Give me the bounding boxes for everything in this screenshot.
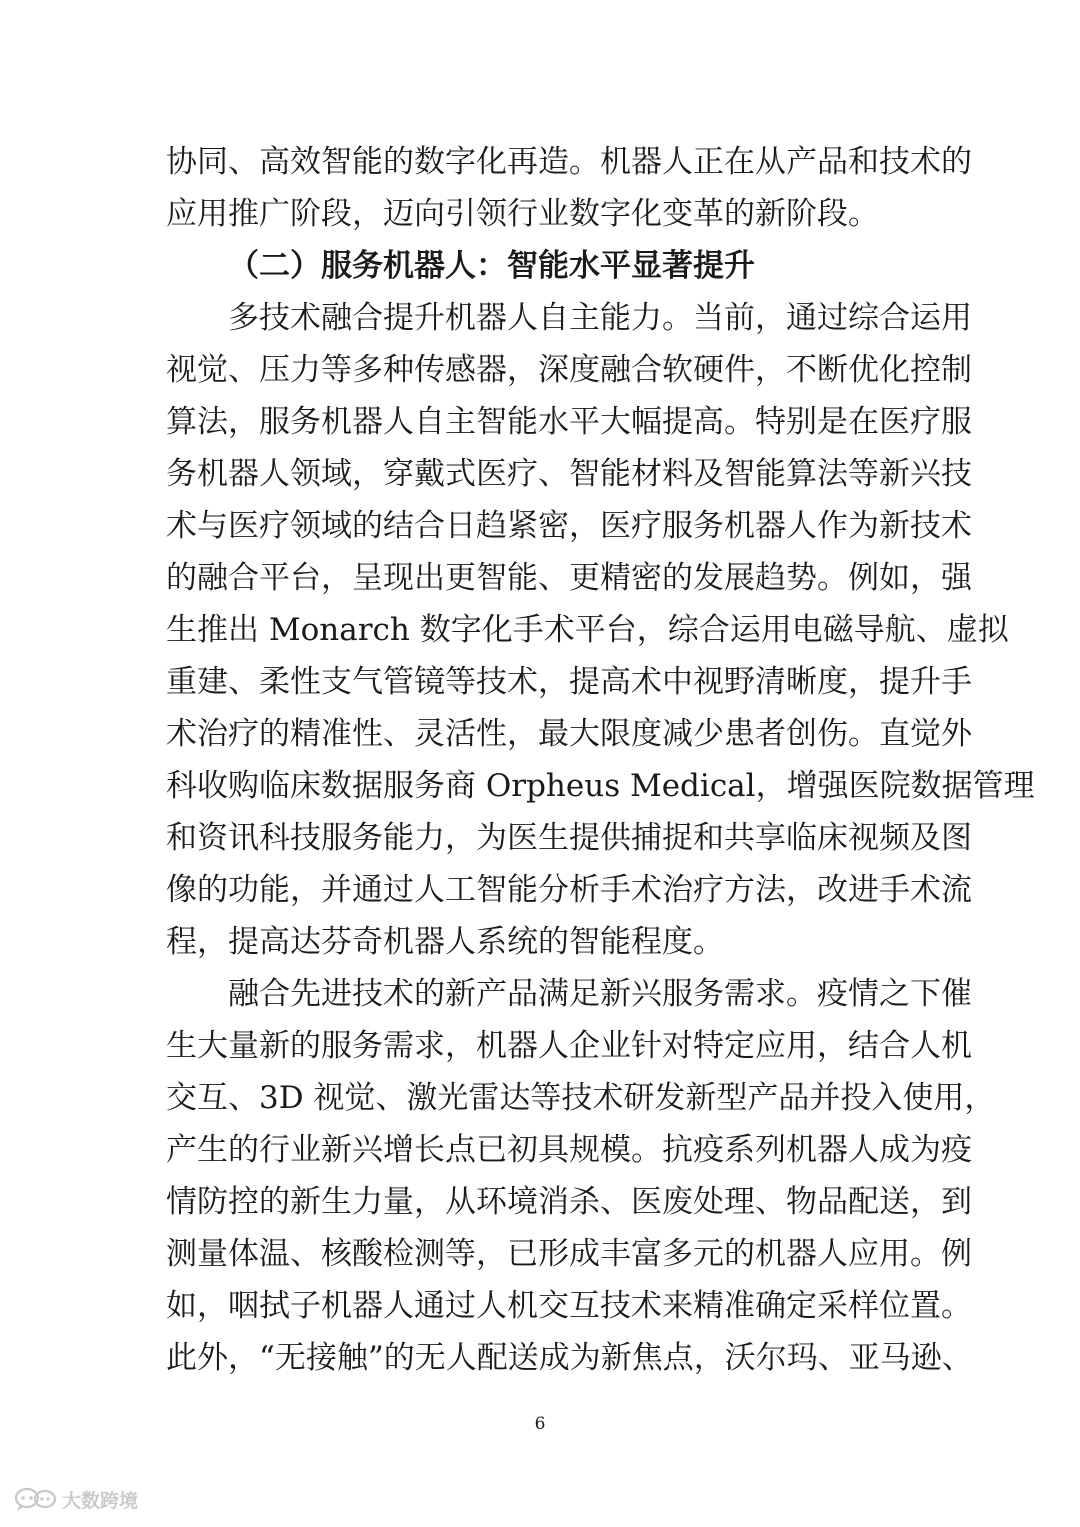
- paragraph-lead-line: 多技术融合提升机器人自主能力。当前，通过综合运用: [228, 300, 972, 336]
- text-line: 生推出 Monarch 数字化手术平台，综合运用电磁导航、虚拟: [166, 612, 1009, 648]
- paragraph-lead-line: 融合先进技术的新产品满足新兴服务需求。疫情之下催: [228, 976, 972, 1012]
- text-line: 算法，服务机器人自主智能水平大幅提高。特别是在医疗服: [166, 404, 972, 440]
- text-line: 和资讯科技服务能力，为医生提供捕捉和共享临床视频及图: [166, 820, 972, 856]
- text-line: 重建、柔性支气管镜等技术，提高术中视野清晰度，提升手: [166, 664, 972, 700]
- text-line: 如，咽拭子机器人通过人机交互技术来精准确定采样位置。: [166, 1288, 972, 1324]
- text-line: 产生的行业新兴增长点已初具规模。抗疫系列机器人成为疫: [166, 1132, 972, 1168]
- text-line: 协同、高效智能的数字化再造。机器人正在从产品和技术的: [166, 144, 972, 180]
- chat-bubble-logo-icon: [14, 1486, 58, 1512]
- text-line: 应用推广阶段，迈向引领行业数字化变革的新阶段。: [166, 196, 879, 232]
- text-line: 务机器人领域，穿戴式医疗、智能材料及智能算法等新兴技: [166, 456, 972, 492]
- text-line: 情防控的新生力量，从环境消杀、医废处理、物品配送，到: [166, 1184, 972, 1220]
- text-line: 生大量新的服务需求，机器人企业针对特定应用，结合人机: [166, 1028, 972, 1064]
- text-line: 科收购临床数据服务商 Orpheus Medical，增强医院数据管理: [166, 768, 1035, 804]
- text-line: 术与医疗领域的结合日趋紧密，医疗服务机器人作为新技术: [166, 508, 972, 544]
- text-line: 程，提高达芬奇机器人系统的智能程度。: [166, 924, 724, 960]
- text-line: 像的功能，并通过人工智能分析手术治疗方法，改进手术流: [166, 872, 972, 908]
- section-heading: （二）服务机器人：智能水平显著提升: [228, 248, 755, 284]
- watermark: [14, 1484, 138, 1514]
- text-line: 视觉、压力等多种传感器，深度融合软硬件，不断优化控制: [166, 352, 972, 388]
- text-line: 的融合平台，呈现出更智能、更精密的发展趋势。例如，强: [166, 560, 972, 596]
- text-line: 此外，“无接触”的无人配送成为新焦点，沃尔玛、亚马逊、: [166, 1340, 973, 1376]
- page-number: 6: [534, 1414, 546, 1434]
- watermark-text: 大数跨境: [62, 1489, 139, 1512]
- text-line: 测量体温、核酸检测等，已形成丰富多元的机器人应用。例: [166, 1236, 972, 1272]
- text-line: 交互、3D 视觉、激光雷达等技术研发新型产品并投入使用，: [166, 1080, 996, 1116]
- text-line: 术治疗的精准性、灵活性，最大限度减少患者创伤。直觉外: [166, 716, 972, 752]
